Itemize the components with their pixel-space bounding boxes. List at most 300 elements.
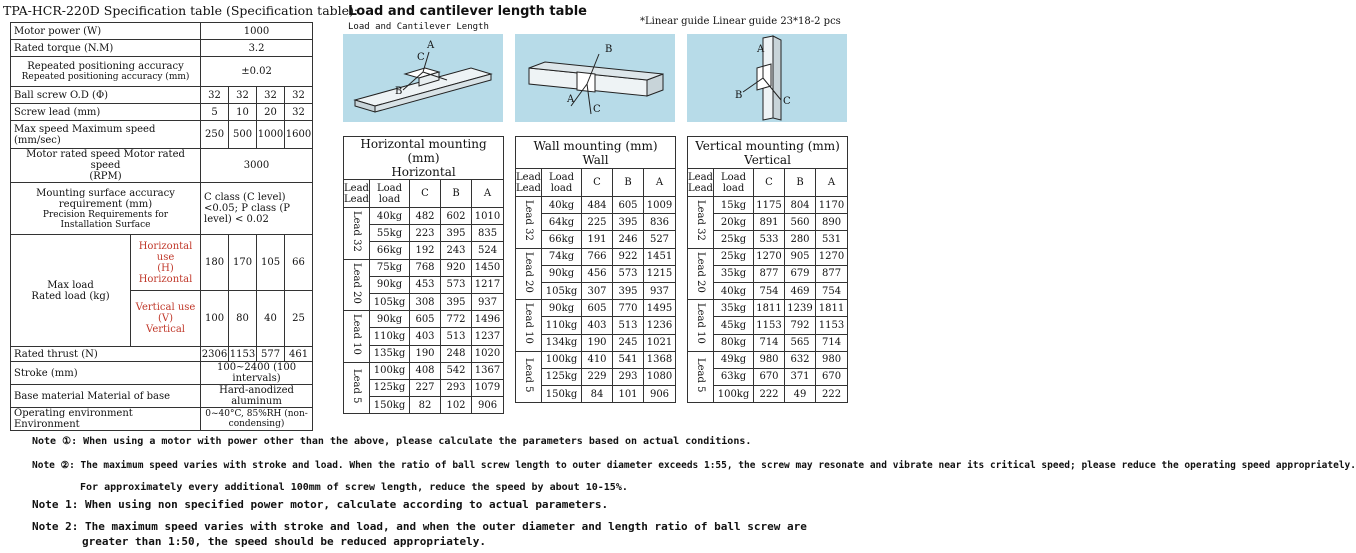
- max-speed-value: 500: [229, 121, 257, 149]
- cantilever-b-value: 922: [613, 248, 644, 265]
- column-header-c: C: [410, 180, 441, 208]
- diagram-letter-a: A: [757, 44, 765, 55]
- cantilever-b-value: 102: [441, 397, 472, 414]
- cantilever-c-value: 891: [754, 214, 785, 231]
- column-header-a: A: [816, 169, 848, 197]
- table-row: [688, 351, 848, 368]
- cantilever-c-value: 484: [582, 197, 613, 214]
- stroke-value: 100~2400 (100 intervals): [201, 362, 313, 385]
- cantilever-b-value: 371: [785, 368, 816, 385]
- screw-od-value: 32: [257, 87, 285, 104]
- cantilever-a-value: 1009: [644, 197, 676, 214]
- note-en-2b: greater than 1:50, the speed should be reduced appropriately.: [82, 535, 486, 548]
- table-row: [344, 208, 504, 225]
- install-req-label-cn: Mounting surface accuracy requirement (mm): [36, 187, 175, 210]
- lead-group-cell: [516, 351, 542, 403]
- cantilever-a-value: 877: [816, 265, 848, 282]
- lead-column-header: [688, 169, 714, 197]
- cantilever-c-value: 456: [582, 265, 613, 282]
- cantilever-b-value: 772: [441, 311, 472, 328]
- cantilever-b-value: 513: [441, 328, 472, 345]
- install-req-label: [11, 183, 201, 235]
- column-header-c: C: [754, 169, 785, 197]
- cantilever-a-value: 1010: [472, 208, 504, 225]
- lead-group-cell: [344, 208, 370, 260]
- cantilever-c-value: 190: [410, 345, 441, 362]
- cantilever-a-value: 1215: [644, 265, 676, 282]
- horizontal-use-cn: Horizontal use: [138, 240, 193, 263]
- cantilever-a-value: 714: [816, 334, 848, 351]
- cantilever-a-value: 980: [816, 351, 848, 368]
- cantilever-b-value: 573: [613, 265, 644, 282]
- load-value: 100kg: [714, 386, 754, 403]
- wall-table-title: Wall mounting (mm): [533, 138, 658, 153]
- cantilever-a-value: 754: [816, 282, 848, 299]
- cantilever-a-value: 937: [472, 293, 504, 310]
- rated-thrust-value: 577: [257, 347, 285, 362]
- load-value: 134kg: [542, 334, 582, 351]
- horizontal-use-en: Horizontal: [138, 273, 193, 285]
- load-value: 15kg: [714, 197, 754, 214]
- lead-group-label: Lead 20: [695, 251, 706, 293]
- load-value: 35kg: [714, 300, 754, 317]
- cantilever-c-value: 482: [410, 208, 441, 225]
- vertical-use-label: [131, 291, 201, 347]
- load-header-en: load: [722, 182, 745, 194]
- load-value: 80kg: [714, 334, 754, 351]
- cantilever-a-value: 1450: [472, 259, 504, 276]
- table-row: [516, 248, 676, 265]
- lead-column-header: [344, 180, 370, 208]
- load-header-en: load: [550, 182, 573, 194]
- wall-table-subtitle: Wall: [582, 152, 609, 167]
- lead-group-label: Lead 20: [523, 251, 534, 293]
- spec-title: TPA-HCR-220D Specification table (Specification table):: [3, 3, 359, 18]
- load-value: 110kg: [370, 328, 410, 345]
- cantilever-b-value: 395: [441, 293, 472, 310]
- environment-label: Operating environment Environment: [11, 408, 201, 431]
- column-header-b: B: [785, 169, 816, 197]
- lead-group-cell: [344, 259, 370, 311]
- diagram-letter-b: B: [735, 90, 743, 101]
- cantilever-b-value: 280: [785, 231, 816, 248]
- cantilever-b-value: 560: [785, 214, 816, 231]
- cantilever-a-value: 1236: [644, 317, 676, 334]
- load-value: 40kg: [714, 282, 754, 299]
- cantilever-a-value: 1495: [644, 300, 676, 317]
- cantilever-a-value: 527: [644, 231, 676, 248]
- load-value: 20kg: [714, 214, 754, 231]
- cantilever-b-value: 395: [613, 214, 644, 231]
- load-value: 40kg: [542, 197, 582, 214]
- max-speed-label: Max speed Maximum speed (mm/sec): [11, 121, 201, 149]
- base-material-value: Hard-anodized aluminum: [201, 385, 313, 408]
- cantilever-c-value: 192: [410, 242, 441, 259]
- rated-torque-value: 3.2: [201, 40, 313, 57]
- note-en-1: Note 1: When using non specified power motor, calculate according to actual parameters.: [32, 498, 609, 511]
- lead-group-cell: [688, 248, 714, 300]
- load-value: 74kg: [542, 248, 582, 265]
- cantilever-c-value: 84: [582, 386, 613, 403]
- lead-group-cell: [344, 311, 370, 363]
- load-subtitle: Load and Cantilever Length: [348, 22, 489, 32]
- guide-note: *Linear guide Linear guide 23*18-2 pcs: [640, 16, 841, 27]
- column-header-c: C: [582, 169, 613, 197]
- cantilever-c-value: 410: [582, 351, 613, 368]
- vertical-use-cn: Vertical use: [135, 302, 196, 313]
- max-speed-value: 1600: [285, 121, 313, 149]
- install-req-label-en2: Installation Surface: [60, 219, 151, 230]
- note-cn-2b: For approximately every additional 100mm of screw length, reduce the speed by about 10-15%.: [80, 482, 628, 493]
- diagram-letter-c: C: [593, 104, 601, 115]
- table-row: [344, 259, 504, 276]
- cantilever-c-value: 605: [410, 311, 441, 328]
- table-row: [344, 362, 504, 379]
- stroke-label: Stroke (mm): [11, 362, 201, 385]
- note-cn-1: Note ①: When using a motor with power other than the above, please calculate the parameters based on actual conditions.: [32, 436, 752, 447]
- vertical-table-title: Vertical mounting (mm): [695, 138, 840, 153]
- cantilever-c-value: 1153: [754, 317, 785, 334]
- cantilever-c-value: 403: [410, 328, 441, 345]
- cantilever-b-value: 542: [441, 362, 472, 379]
- load-value: 75kg: [370, 259, 410, 276]
- lead-group-label: Lead 20: [351, 262, 362, 304]
- load-value: 100kg: [542, 351, 582, 368]
- cantilever-c-value: 768: [410, 259, 441, 276]
- screw-od-value: 32: [285, 87, 313, 104]
- load-value: 25kg: [714, 248, 754, 265]
- load-column-header: [370, 180, 410, 208]
- horizontal-diagram: [343, 34, 503, 122]
- lead-group-cell: [688, 197, 714, 249]
- rated-thrust-value: 461: [285, 347, 313, 362]
- rated-thrust-value: 1153: [229, 348, 256, 360]
- rated-torque-label: Rated torque (N.M): [11, 40, 201, 57]
- load-value: 100kg: [370, 362, 410, 379]
- lead-group-cell: [516, 197, 542, 249]
- vertical-load-value: 80: [229, 291, 257, 347]
- cantilever-b-value: 770: [613, 300, 644, 317]
- cantilever-b-value: 573: [441, 276, 472, 293]
- lead-header-cn: Lead: [516, 171, 541, 183]
- load-value: 150kg: [370, 397, 410, 414]
- repeat-accuracy-label-cn: Repeated positioning accuracy: [27, 61, 184, 72]
- note-en-2a: Note 2: The maximum speed varies with stroke and load, and when the outer diameter and length ratio of ball screw are: [32, 520, 807, 533]
- cantilever-a-value: 222: [816, 386, 848, 403]
- cantilever-b-value: 245: [613, 334, 644, 351]
- cantilever-a-value: 524: [472, 242, 504, 259]
- cantilever-b-value: 1239: [785, 300, 816, 317]
- cantilever-a-value: 670: [816, 368, 848, 385]
- load-title: Load and cantilever length table: [348, 4, 587, 19]
- load-value: 90kg: [370, 276, 410, 293]
- load-value: 150kg: [542, 386, 582, 403]
- lead-group-label: Lead 32: [523, 200, 534, 242]
- cantilever-c-value: 222: [754, 386, 785, 403]
- rated-speed-label: [11, 149, 201, 183]
- cantilever-b-value: 632: [785, 351, 816, 368]
- cantilever-b-value: 905: [785, 248, 816, 265]
- motor-power-value: 1000: [201, 23, 313, 40]
- table-row: [688, 248, 848, 265]
- cantilever-a-value: 1237: [472, 328, 504, 345]
- lead-header-en: Lead: [344, 193, 369, 205]
- cantilever-b-value: 293: [441, 379, 472, 396]
- cantilever-a-value: 1367: [472, 362, 504, 379]
- cantilever-b-value: 920: [441, 259, 472, 276]
- load-value: 105kg: [542, 282, 582, 299]
- cantilever-c-value: 225: [582, 214, 613, 231]
- cantilever-c-value: 408: [410, 362, 441, 379]
- vertical-table-subtitle: Vertical: [744, 152, 791, 167]
- install-req-label-en1: Precision Requirements for: [42, 209, 169, 220]
- cantilever-b-value: 248: [441, 345, 472, 362]
- cantilever-c-value: 308: [410, 293, 441, 310]
- wall-diagram: [515, 34, 675, 122]
- cantilever-c-value: 714: [754, 334, 785, 351]
- cantilever-c-value: 82: [410, 397, 441, 414]
- cantilever-a-value: 906: [644, 386, 676, 403]
- cantilever-b-value: 243: [441, 242, 472, 259]
- screw-od-value: 32: [229, 87, 257, 104]
- cantilever-c-value: 227: [410, 379, 441, 396]
- screw-lead-value: 20: [257, 104, 285, 121]
- diagram-letter-c: C: [417, 52, 425, 63]
- diagram-letter-c: C: [783, 96, 791, 107]
- rated-speed-value: 3000: [201, 149, 313, 183]
- cantilever-a-value: 1021: [644, 334, 676, 351]
- wall-load-table: [515, 136, 676, 403]
- lead-group-cell: [688, 300, 714, 352]
- lead-group-label: Lead 5: [351, 369, 362, 404]
- vertical-use-en: Vertical: [146, 324, 185, 335]
- cantilever-c-value: 403: [582, 317, 613, 334]
- cantilever-b-value: 565: [785, 334, 816, 351]
- rated-speed-label-unit: (RPM): [89, 171, 122, 182]
- horizontal-table-title: Horizontal mounting (mm): [360, 137, 487, 165]
- load-value: 25kg: [714, 231, 754, 248]
- column-header-a: A: [472, 180, 504, 208]
- cantilever-a-value: 1811: [816, 300, 848, 317]
- cantilever-a-value: 1020: [472, 345, 504, 362]
- lead-group-cell: [344, 362, 370, 414]
- screw-od-value: 32: [201, 87, 229, 104]
- lead-group-label: Lead 10: [523, 303, 534, 345]
- cantilever-a-value: 1080: [644, 368, 676, 385]
- cantilever-c-value: 1270: [754, 248, 785, 265]
- column-header-a: A: [644, 169, 676, 197]
- spec-table: [10, 22, 313, 431]
- screw-lead-value: 5: [201, 104, 229, 121]
- lead-group-cell: [516, 300, 542, 352]
- load-header-en: load: [378, 193, 401, 205]
- load-value: 125kg: [542, 368, 582, 385]
- cantilever-b-value: 469: [785, 282, 816, 299]
- cantilever-c-value: 754: [754, 282, 785, 299]
- load-header-cn: Load: [548, 171, 575, 183]
- horizontal-load-table-wrap: [343, 136, 504, 414]
- load-header-cn: Load: [376, 182, 403, 194]
- table-row: [516, 351, 676, 368]
- cantilever-a-value: 1451: [644, 248, 676, 265]
- load-value: 105kg: [370, 293, 410, 310]
- cantilever-a-value: 906: [472, 397, 504, 414]
- install-req-value: C class (C level) <0.05; P class (P level) < 0.02: [201, 183, 313, 235]
- cantilever-b-value: 246: [613, 231, 644, 248]
- environment-value: 0~40°C, 85%RH (non-condensing): [201, 408, 313, 431]
- vertical-load-value: 40: [257, 291, 285, 347]
- lead-column-header: [516, 169, 542, 197]
- cantilever-b-value: 395: [441, 225, 472, 242]
- lead-header-cn: Lead: [344, 182, 369, 194]
- vertical-load-table: [687, 136, 848, 403]
- rated-speed-label-main: Motor rated speed Motor rated speed: [26, 149, 185, 171]
- lead-header-cn: Lead: [688, 171, 713, 183]
- lead-group-label: Lead 32: [351, 211, 362, 253]
- load-value: 66kg: [370, 242, 410, 259]
- vertical-rail-illustration: [687, 34, 847, 122]
- table-row: [516, 300, 676, 317]
- cantilever-a-value: 836: [644, 214, 676, 231]
- wall-table-header: [516, 137, 676, 169]
- lead-group-label: Lead 10: [351, 314, 362, 356]
- load-value: 125kg: [370, 379, 410, 396]
- horizontal-rail-illustration: [343, 34, 503, 122]
- horizontal-use-code: (H): [157, 262, 174, 274]
- cantilever-b-value: 792: [785, 317, 816, 334]
- vertical-load-value: 25: [285, 291, 313, 347]
- cantilever-c-value: 605: [582, 300, 613, 317]
- cantilever-c-value: 453: [410, 276, 441, 293]
- cantilever-c-value: 190: [582, 334, 613, 351]
- horizontal-table-header: [344, 137, 504, 180]
- note-cn-2a: Note ②: The maximum speed varies with stroke and load. When the ratio of ball screw length to outer diameter exceeds 1:55, the screw may resonate and vibrate near its critical speed; please reduce the operating speed appropriately.: [32, 460, 1356, 471]
- screw-lead-value: 10: [229, 104, 257, 121]
- cantilever-c-value: 533: [754, 231, 785, 248]
- cantilever-b-value: 101: [613, 386, 644, 403]
- max-load-label-en: Rated load (kg): [31, 290, 110, 302]
- cantilever-a-value: 1217: [472, 276, 504, 293]
- vertical-load-table-wrap: [687, 136, 848, 403]
- cantilever-c-value: 670: [754, 368, 785, 385]
- load-value: 40kg: [370, 208, 410, 225]
- cantilever-c-value: 980: [754, 351, 785, 368]
- lead-header-en: Lead: [688, 182, 713, 194]
- lead-header-en: Lead: [516, 182, 541, 194]
- horizontal-load-value: 170: [229, 235, 257, 291]
- cantilever-b-value: 49: [785, 386, 816, 403]
- table-row: [516, 197, 676, 214]
- diagram-letter-b: B: [605, 44, 613, 55]
- horizontal-use-label: [131, 235, 201, 291]
- load-value: 55kg: [370, 225, 410, 242]
- cantilever-c-value: 229: [582, 368, 613, 385]
- wall-load-table-wrap: [515, 136, 676, 403]
- lead-group-label: Lead 32: [695, 200, 706, 242]
- lead-group-label: Lead 5: [695, 358, 706, 393]
- cantilever-a-value: 937: [644, 282, 676, 299]
- table-row: [688, 197, 848, 214]
- cantilever-b-value: 679: [785, 265, 816, 282]
- lead-group-cell: [688, 351, 714, 403]
- cantilever-a-value: 1079: [472, 379, 504, 396]
- cantilever-c-value: 877: [754, 265, 785, 282]
- max-speed-value: 1000: [257, 121, 285, 149]
- cantilever-a-value: 1270: [816, 248, 848, 265]
- load-value: 49kg: [714, 351, 754, 368]
- diagram-letter-a: A: [567, 94, 575, 105]
- cantilever-c-value: 1811: [754, 300, 785, 317]
- column-header-b: B: [613, 169, 644, 197]
- screw-od-label: Ball screw O.D (Φ): [11, 87, 201, 104]
- repeat-accuracy-label: [11, 57, 201, 87]
- cantilever-c-value: 307: [582, 282, 613, 299]
- cantilever-a-value: 1496: [472, 311, 504, 328]
- load-value: 66kg: [542, 231, 582, 248]
- load-value: 63kg: [714, 368, 754, 385]
- horizontal-load-value: 66: [285, 235, 313, 291]
- cantilever-b-value: 395: [613, 282, 644, 299]
- vertical-diagram: [687, 34, 847, 122]
- horizontal-load-table: [343, 136, 504, 414]
- cantilever-a-value: 835: [472, 225, 504, 242]
- diagram-letter-a: A: [427, 40, 435, 51]
- load-value: 110kg: [542, 317, 582, 334]
- column-header-b: B: [441, 180, 472, 208]
- lead-group-cell: [516, 248, 542, 300]
- horizontal-table-subtitle: Horizontal: [391, 165, 456, 179]
- vertical-load-value: 100: [201, 291, 229, 347]
- max-speed-value: 250: [201, 121, 229, 149]
- cantilever-c-value: 191: [582, 231, 613, 248]
- base-material-label: Base material Material of base: [11, 385, 201, 408]
- cantilever-c-value: 223: [410, 225, 441, 242]
- cantilever-b-value: 513: [613, 317, 644, 334]
- motor-power-label: Motor power (W): [11, 23, 201, 40]
- load-value: 45kg: [714, 317, 754, 334]
- load-header-cn: Load: [720, 171, 747, 183]
- horizontal-load-value: 180: [201, 235, 229, 291]
- cantilever-c-value: 1175: [754, 197, 785, 214]
- cantilever-a-value: 1368: [644, 351, 676, 368]
- cantilever-a-value: 1153: [816, 317, 848, 334]
- cantilever-b-value: 804: [785, 197, 816, 214]
- cantilever-a-value: 890: [816, 214, 848, 231]
- vertical-use-code: (V): [157, 313, 174, 324]
- cantilever-a-value: 1170: [816, 197, 848, 214]
- load-value: 64kg: [542, 214, 582, 231]
- load-value: 90kg: [542, 300, 582, 317]
- lead-group-label: Lead 5: [523, 358, 534, 393]
- horizontal-load-value: 105: [257, 235, 285, 291]
- lead-group-label: Lead 10: [695, 303, 706, 345]
- load-value: 135kg: [370, 345, 410, 362]
- load-column-header: [714, 169, 754, 197]
- rated-thrust-label: Rated thrust (N): [11, 347, 201, 362]
- repeat-accuracy-value: ±0.02: [201, 57, 313, 87]
- cantilever-a-value: 531: [816, 231, 848, 248]
- cantilever-b-value: 293: [613, 368, 644, 385]
- vertical-table-header: [688, 137, 848, 169]
- load-value: 90kg: [370, 311, 410, 328]
- table-row: [688, 300, 848, 317]
- repeat-accuracy-label-en: Repeated positioning accuracy (mm): [21, 72, 190, 82]
- load-value: 90kg: [542, 265, 582, 282]
- cantilever-c-value: 766: [582, 248, 613, 265]
- cantilever-b-value: 602: [441, 208, 472, 225]
- load-value: 35kg: [714, 265, 754, 282]
- load-column-header: [542, 169, 582, 197]
